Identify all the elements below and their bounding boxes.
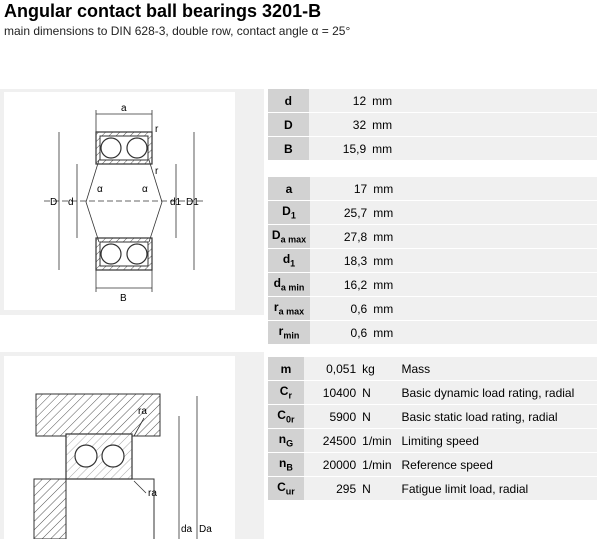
unit-cell: mm <box>371 273 397 297</box>
drawing-label-alpha-right: α <box>142 184 148 195</box>
mounting-label-ra-top: ra <box>138 406 147 417</box>
symbol-cell: $n_B$ <box>268 453 304 477</box>
symbol-cell: $n_G$ <box>268 429 304 453</box>
unit-cell: mm <box>371 249 397 273</box>
drawing-label-r: r <box>155 124 159 135</box>
description-cell <box>397 273 597 297</box>
symbol-cell: $C_{0r}$ <box>268 405 304 429</box>
drawing-label-d1: d1 <box>170 197 182 208</box>
description-cell <box>397 177 597 201</box>
table-row <box>268 321 597 345</box>
unit-cell: 1/min <box>360 429 391 453</box>
table-row <box>268 225 597 249</box>
description-cell: Basic static load rating, radial <box>392 405 597 429</box>
mounting-label-ra-bottom: ra <box>148 488 157 499</box>
mounting-label-Da: Da <box>199 524 212 535</box>
page-subtitle: main dimensions to DIN 628-3, double row, contact angle α = 25° <box>4 24 350 38</box>
description-cell: Limiting speed <box>392 429 597 453</box>
description-cell: Mass <box>392 357 597 381</box>
drawing-label-a: a <box>121 103 127 114</box>
value-cell: 10400 <box>304 381 360 405</box>
value-cell: 25,7 <box>310 201 371 225</box>
drawing-label-alpha-left: α <box>97 184 103 195</box>
unit-cell: mm <box>371 225 397 249</box>
description-cell <box>397 201 597 225</box>
table-row <box>268 453 597 477</box>
symbol-cell: $C_r$ <box>268 381 304 405</box>
value-cell: 17 <box>310 177 371 201</box>
bearing-drawing <box>4 92 235 310</box>
table-row <box>268 297 597 321</box>
table-row <box>268 477 597 501</box>
table-row <box>268 357 597 381</box>
symbol-cell: $C_{ur}$ <box>268 477 304 501</box>
value-cell: 15,9 <box>309 137 370 161</box>
drawing-label-D: D <box>50 197 57 208</box>
value-cell: 5900 <box>304 405 360 429</box>
description-cell <box>396 89 597 113</box>
symbol-cell: $D_1$ <box>268 201 310 225</box>
table-row <box>268 113 597 137</box>
table-row <box>268 89 597 113</box>
unit-cell: mm <box>371 201 397 225</box>
unit-cell: N <box>360 381 391 405</box>
performance-table <box>268 357 597 501</box>
table-row <box>268 177 597 201</box>
unit-cell: mm <box>370 137 396 161</box>
symbol-cell: $D_{a max}$ <box>268 225 310 249</box>
value-cell: 0,6 <box>310 321 371 345</box>
symbol-cell: D <box>268 113 309 137</box>
unit-cell: mm <box>370 89 396 113</box>
table-row <box>268 381 597 405</box>
table-row <box>268 201 597 225</box>
description-cell <box>396 113 597 137</box>
description-cell <box>397 249 597 273</box>
description-cell <box>397 321 597 345</box>
unit-cell: 1/min <box>360 453 391 477</box>
mounting-label-da: da <box>181 524 193 535</box>
value-cell: 18,3 <box>310 249 371 273</box>
symbol-cell: m <box>268 357 304 381</box>
value-cell: 16,2 <box>310 273 371 297</box>
unit-cell: N <box>360 477 391 501</box>
unit-cell: mm <box>371 297 397 321</box>
value-cell: 295 <box>304 477 360 501</box>
detail-dimensions-table <box>268 177 597 345</box>
unit-cell: mm <box>370 113 396 137</box>
value-cell: 0,051 <box>304 357 360 381</box>
description-cell: Fatigue limit load, radial <box>392 477 597 501</box>
drawing-label-B: B <box>120 293 127 304</box>
value-cell: 32 <box>309 113 370 137</box>
description-cell <box>397 225 597 249</box>
page-title: Angular contact ball bearings 3201-B <box>4 1 321 22</box>
value-cell: 24500 <box>304 429 360 453</box>
unit-cell: mm <box>371 321 397 345</box>
symbol-cell: a <box>268 177 310 201</box>
table-row <box>268 273 597 297</box>
symbol-cell: d <box>268 89 309 113</box>
symbol-cell: $r_{a max}$ <box>268 297 310 321</box>
drawing-label-D1: D1 <box>186 197 199 208</box>
symbol-cell: $r_{min}$ <box>268 321 310 345</box>
value-cell: 0,6 <box>310 297 371 321</box>
value-cell: 27,8 <box>310 225 371 249</box>
value-cell: 20000 <box>304 453 360 477</box>
unit-cell: N <box>360 405 391 429</box>
drawing-label-d: d <box>68 197 74 208</box>
table-row <box>268 249 597 273</box>
symbol-cell: $d_1$ <box>268 249 310 273</box>
symbol-cell: B <box>268 137 309 161</box>
description-cell: Basic dynamic load rating, radial <box>392 381 597 405</box>
table-row <box>268 405 597 429</box>
main-dimensions-table <box>268 89 597 161</box>
unit-cell: mm <box>371 177 397 201</box>
description-cell <box>397 297 597 321</box>
drawing-label-r2: r <box>155 166 159 177</box>
table-row <box>268 137 597 161</box>
value-cell: 12 <box>309 89 370 113</box>
mounting-drawing <box>4 356 235 539</box>
unit-cell: kg <box>360 357 391 381</box>
description-cell: Reference speed <box>392 453 597 477</box>
description-cell <box>396 137 597 161</box>
table-row <box>268 429 597 453</box>
symbol-cell: $d_{a min}$ <box>268 273 310 297</box>
